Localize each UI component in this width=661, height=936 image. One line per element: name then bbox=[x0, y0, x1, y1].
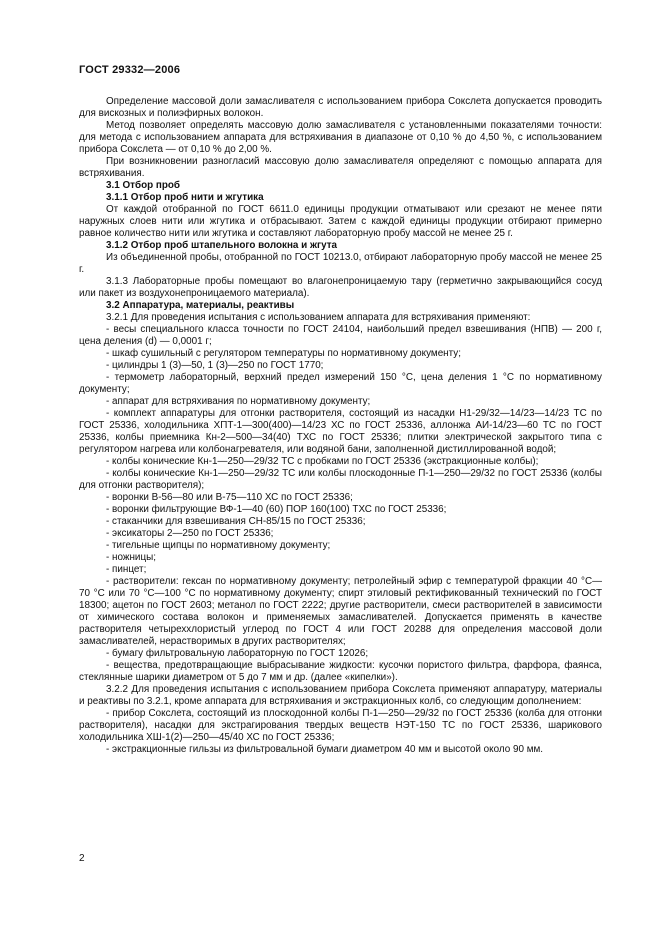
list-item: - шкаф сушильный с регулятором температуры по нормативному документу; bbox=[106, 348, 461, 359]
paragraph-method-accuracy: Метод позволяет определять массовую долю замасливателя с установленными показателями точности: для метода с использованием аппарата для встряхивания в диапазоне от 0,10 % до 4,50 %, с использованием прибора Сокслета — от 0,10 % до 2,00 %. bbox=[79, 120, 602, 155]
list-item: - вещества, предотвращающие выбрасывание жидкости: кусочки пористого фильтра, фарфора, фаянса, стеклянные шарики диаметром от 5 до 7 мм и др. (далее «кипелки»). bbox=[79, 660, 602, 683]
list-item: - экстракционные гильзы из фильтровальной бумаги диаметром 40 мм и высотой около 90 мм. bbox=[106, 744, 544, 755]
paragraph-3-1-3: 3.1.3 Лабораторные пробы помещают во влагонепроницаемую тару (герметично закрывающийся сосуд или пакет из воздухонепроницаемого материала). bbox=[79, 276, 602, 299]
list-item: - стаканчики для взвешивания СН-85/15 по ГОСТ 25336; bbox=[106, 516, 366, 527]
list-item: - ножницы; bbox=[106, 552, 156, 563]
paragraph-3-2-2: 3.2.2 Для проведения испытания с использованием прибора Сокслета применяют аппаратуру, материалы и реактивы по 3.2.1, кроме аппарата для встряхивания и экстракционных колб, со следующим дополнением: bbox=[79, 684, 602, 707]
page-number: 2 bbox=[79, 853, 85, 864]
list-item: - аппарат для встряхивания по нормативному документу; bbox=[106, 396, 371, 407]
document-header: ГОСТ 29332—2006 bbox=[79, 64, 181, 76]
paragraph-disputes: При возникновении разногласий массовую долю замасливателя определяют с помощью аппарата для встряхивания. bbox=[79, 156, 602, 179]
section-heading-3-1: 3.1 Отбор проб bbox=[106, 180, 181, 191]
list-item: - прибор Сокслета, состоящий из плоскодонной колбы П-1—250—29/32 по ГОСТ 25336 (колба для отгонки растворителя), насадки для экстрагирования твердых веществ НЭТ-150 ТС по ГОСТ 25336, шарикового холодильника ХШ-1(2)—250—45/40 ХС по ГОСТ 25336; bbox=[79, 708, 602, 743]
list-item: - комплект аппаратуры для отгонки растворителя, состоящий из насадки Н1-29/32—14/23—14/23 ТС по ГОСТ 25336, холодильника ХПТ-1—300(400)—14/23 ХС по ГОСТ 25336, аллонжа АИ-14/23—60 ТС по ГОСТ 25336, колбы приемника Кн-2—500—34(40) ТХС по ГОСТ 25336; плитки электрической закрытого типа с регулятором нагрева или колбонагревателя, или водяной бани, заполненной дистиллированной водой; bbox=[79, 408, 602, 455]
list-item: - термометр лабораторный, верхний предел измерений 150 °С, цена деления 1 °С по нормативному документу; bbox=[79, 372, 602, 395]
section-heading-3-1-2: 3.1.2 Отбор проб штапельного волокна и жгута bbox=[106, 240, 338, 251]
paragraph-soxhlet-intro: Определение массовой доли замасливателя с использованием прибора Сокслета допускается проводить для вискозных и полиэфирных волокон. bbox=[79, 96, 602, 119]
list-item: - воронки В-56—80 или В-75—110 ХС по ГОСТ 25336; bbox=[106, 492, 353, 503]
list-item: - растворители: гексан по нормативному документу; петролейный эфир с температурой фракции 40 °С—70 °С или 70 °С—100 °С по нормативному документу; спирт этиловый ректификованный технический по ГОСТ 18300; ацетон по ГОСТ 2603; метанол по ГОСТ 2222; другие растворители, смеси растворителей в зависимости от химического состава волокон и применяемых замасливателей. Допускается применять в качестве растворителя четыреххлористый углерод по ГОСТ 4 или ГОСТ 20288 для определения массовой доли замасливателей, нерастворимых в других растворителях; bbox=[79, 576, 602, 647]
list-item: - тигельные щипцы по нормативному документу; bbox=[106, 540, 331, 551]
list-item: - эксикаторы 2—250 по ГОСТ 25336; bbox=[106, 528, 274, 539]
list-item: - весы специального класса точности по ГОСТ 24104, наибольший предел взвешивания (НПВ) — 200 г, цена деления (d) — 0,0001 г; bbox=[79, 324, 602, 347]
paragraph-thread-sampling: От каждой отобранной по ГОСТ 6611.0 единицы продукции отматывают или срезают не менее пяти наружных слоев нити или жгутика и отбрасывают. Затем с каждой единицы продукции отбирают примерно равное количество нити или жгутика и составляют лабораторную пробу массой не менее 25 г. bbox=[79, 204, 602, 239]
list-item: - пинцет; bbox=[106, 564, 147, 575]
list-item: - колбы конические Кн-1—250—29/32 ТС с пробками по ГОСТ 25336 (экстракционные колбы); bbox=[106, 456, 539, 467]
list-item: - бумагу фильтровальную лабораторную по ГОСТ 12026; bbox=[106, 648, 369, 659]
paragraph-staple-sampling: Из объединенной пробы, отобранной по ГОСТ 10213.0, отбирают лабораторную пробу массой не менее 25 г. bbox=[79, 252, 602, 275]
paragraph-3-2-1: 3.2.1 Для проведения испытания с использованием аппарата для встряхивания применяют: bbox=[106, 312, 531, 323]
section-heading-3-2: 3.2 Аппаратура, материалы, реактивы bbox=[106, 300, 295, 311]
section-heading-3-1-1: 3.1.1 Отбор проб нити и жгутика bbox=[106, 192, 264, 203]
list-item: - воронки фильтрующие ВФ-1—40 (60) ПОР 160(100) ТХС по ГОСТ 25336; bbox=[106, 504, 447, 515]
list-item: - цилиндры 1 (3)—50, 1 (3)—250 по ГОСТ 1770; bbox=[106, 360, 324, 371]
list-item: - колбы конические Кн-1—250—29/32 ТС или колбы плоскодонные П-1—250—29/32 по ГОСТ 25336 (колбы для отгонки растворителя); bbox=[79, 468, 602, 491]
document-body bbox=[79, 96, 602, 756]
